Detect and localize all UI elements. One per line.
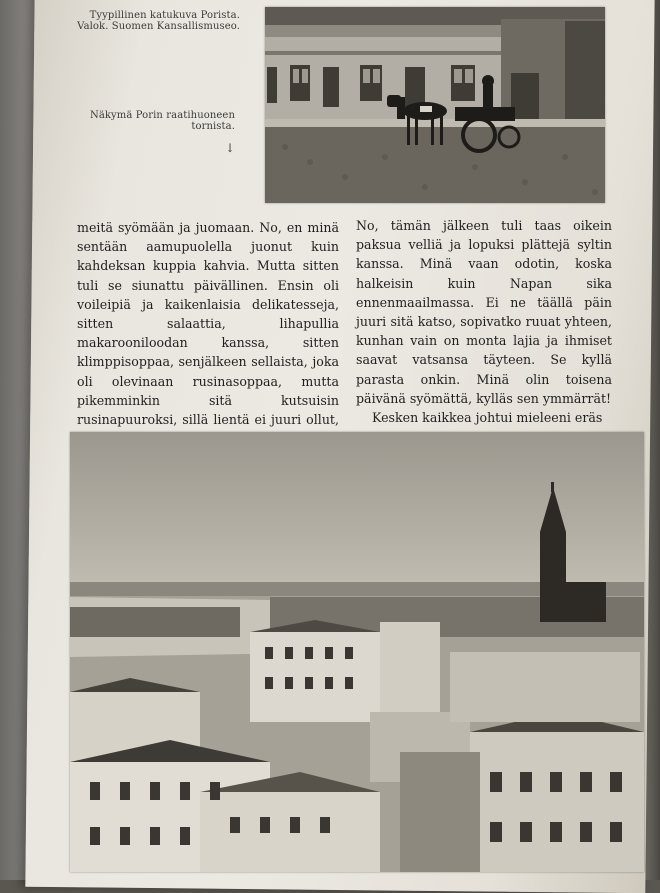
- photo-town-panorama: [70, 432, 644, 872]
- paragraph: No, tämän jälkeen tuli taas oikein paksua velliä ja lopuksi plättejä syltin kanssa. Minä vaan odotin, koska halkeisin kuin Napan sika ennenmaailmassa. Ei ne täällä päin juuri sitä katso, sopivatko ruuat yhteen, kunhan vain on monta lajia ja ihmiset saavat vatsansa täyteen. Se kyllä parasta onkin. Minä olin toisena päivänä syömättä, kylläs sen ymmärrät!: [356, 218, 612, 406]
- caption-top: Tyypillinen katukuva Porista. Valok. Suomen Kansallismuseo.: [77, 10, 240, 32]
- text-column-left: [77, 218, 339, 468]
- arrow-down-icon: ↓: [225, 141, 236, 155]
- town-panorama-illustration: [70, 432, 644, 872]
- street-scene-illustration: [265, 7, 605, 203]
- photo-street-scene: [265, 7, 605, 203]
- text-column-right: [356, 216, 612, 427]
- paragraph: Kesken kaikkea johtui mieleeni eräs: [372, 410, 603, 426]
- caption-bottom: Näkymä Porin raatihuoneen tornista.: [89, 110, 235, 132]
- paragraph: meitä syömään ja juomaan. No, en minä sentään aamupuolella juonut kuin kahdeksan kuppia kahvia. Mutta sitten tuli se siunattu päivällinen. Ensin oli voileipiä ja kaikenlaisia delikatesseja, sitten salaattia, lihapullia makarooniloodan kanssa, sitten klimppisoppaa, senjälkeen sellaista, joka oli olevinaan rusinasoppaa, mutta pikemminkin sitä kutsuisin rusinapuuroksi, sillä lientä ei juuri ollut,: [77, 220, 339, 428]
